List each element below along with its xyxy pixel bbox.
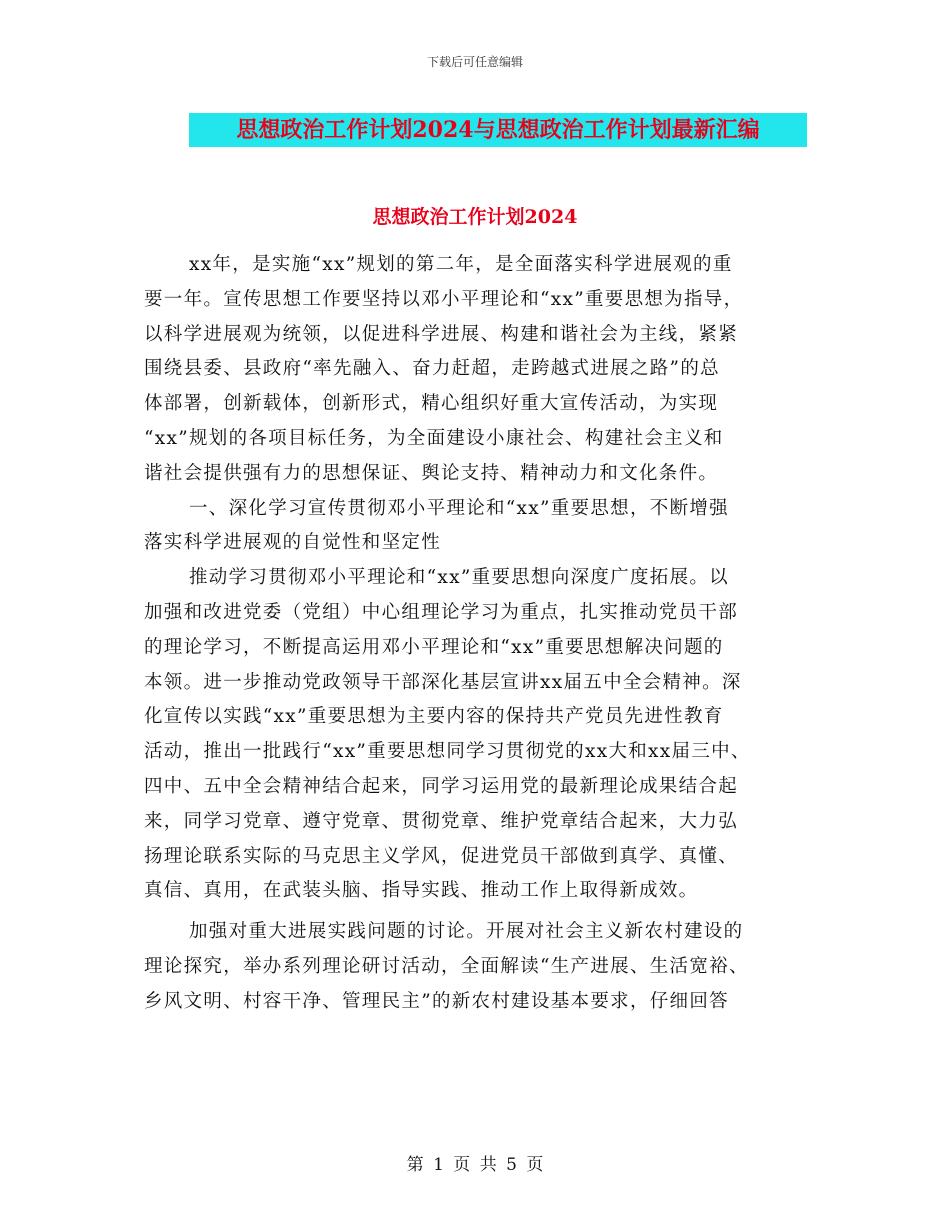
page-number: 第 1 页 共 5 页 (406, 1155, 544, 1175)
heading-line: 落实科学进展观的自觉性和坚定性 (144, 532, 442, 554)
text-line: 活动，推出一批践行“xx”重要思想同学习贯彻党的xx大和xx届三中、 (144, 741, 751, 763)
text-line: 加强对重大进展实践问题的讨论。开展对社会主义新农村建设的 (189, 921, 744, 943)
text-line: 推动学习贯彻邓小平理论和“xx”重要思想向深度广度拓展。以 (189, 567, 729, 589)
header-note: 下载后可任意编辑 (426, 55, 523, 69)
text-line: 围绕县委、县政府“率先融入、奋力赶超，走跨越式进展之路”的总 (144, 358, 720, 380)
heading-line: 一、深化学习宣传贯彻邓小平理论和“xx”重要思想，不断增强 (189, 497, 729, 519)
text-line: 理论探究，举办系列理论研讨活动，全面解读“生产进展、生活宽裕、 (144, 955, 749, 977)
document-body (144, 248, 834, 1020)
text-line: 以科学进展观为统领，以促进科学进展、构建和谐社会为主线，紧紧 (144, 323, 739, 345)
text-line: 乡风文明、村容干净、管理民主”的新农村建设基本要求，仔细回答 (144, 990, 729, 1012)
text-line: 来，同学习党章、遵守党章、贯彻党章、维护党章结合起来，大力弘 (144, 810, 739, 832)
text-line: 体部署，创新载体，创新形式，精心组织好重大宣传活动，为实现 (144, 393, 719, 415)
text-line: 化宣传以实践“xx”重要思想为主要内容的保持共产党员先进性教育 (144, 706, 724, 728)
text-line: 扬理论联系实际的马克思主义学风，促进党员干部做到真学、真懂、 (144, 845, 739, 867)
text-line: 加强和改进党委（党组）中心组理论学习为重点，扎实推动党员干部 (144, 601, 739, 623)
document-title: 思想政治工作计划2024与思想政治工作计划最新汇编 (189, 113, 807, 147)
section-title: 思想政治工作计划2024 (372, 206, 578, 228)
text-line: 真信、真用，在武装头脑、指导实践、推动工作上取得新成效。 (144, 880, 699, 902)
text-line: 要一年。宣传思想工作要坚持以邓小平理论和“xx”重要思想为指导， (144, 288, 744, 310)
text-line: 本领。进一步推动党政领导干部深化基层宣讲xx届五中全会精神。深 (144, 671, 742, 693)
text-line: 谐社会提供强有力的思想保证、舆论支持、精神动力和文化条件。 (144, 462, 719, 484)
text-line: 四中、五中全会精神结合起来，同学习运用党的最新理论成果结合起 (144, 775, 739, 797)
text-line: “xx”规划的各项目标任务，为全面建设小康社会、构建社会主义和 (144, 427, 724, 449)
text-line: xx年，是实施“xx”规划的第二年，是全面落实科学进展观的重 (189, 254, 733, 275)
text-line: 的理论学习，不断提高运用邓小平理论和“xx”重要思想解决问题的 (144, 636, 724, 658)
